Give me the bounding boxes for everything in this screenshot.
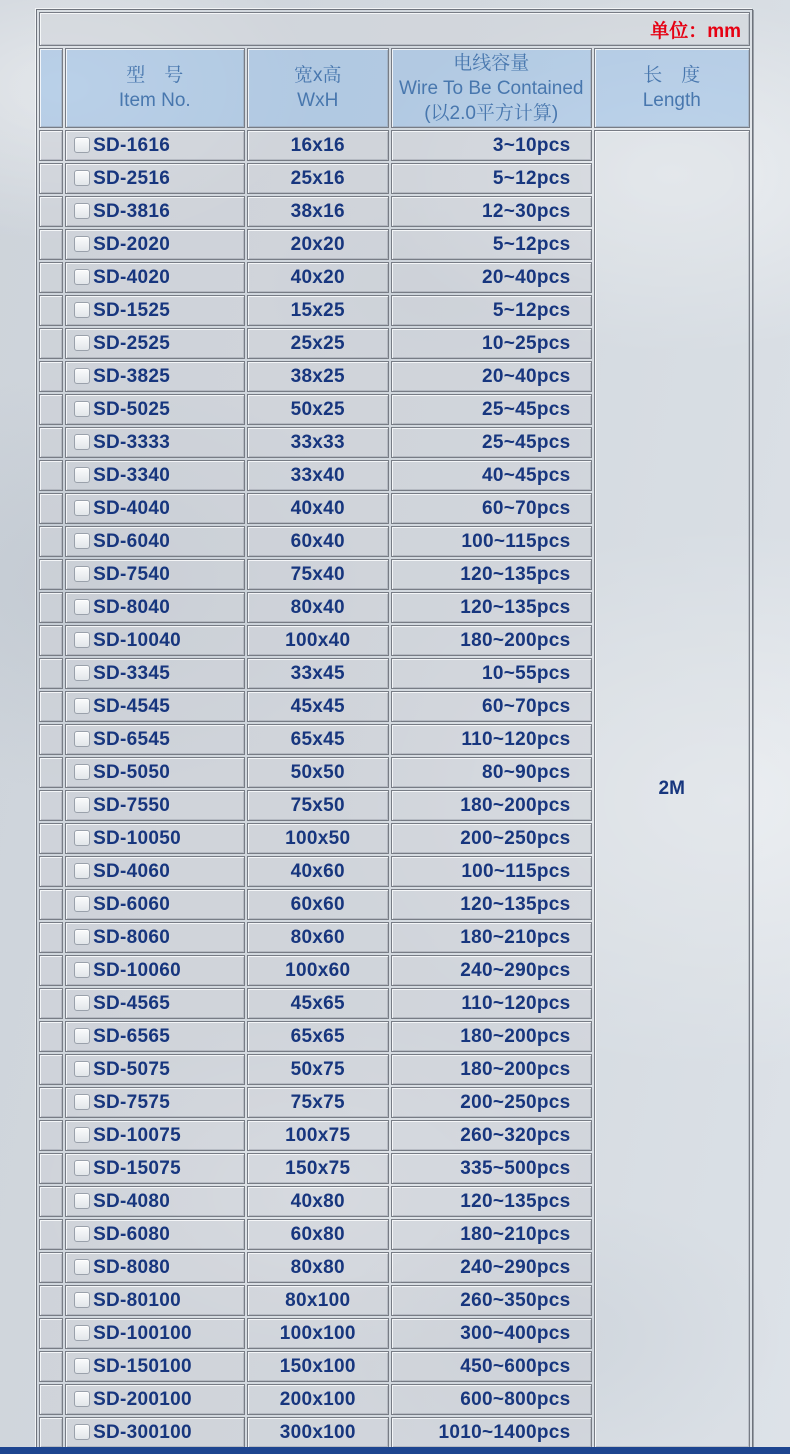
size-cell: 60x60 (247, 889, 389, 920)
capacity-cell: 300~400pcs (391, 1318, 592, 1349)
row-selector-cell (39, 724, 63, 755)
item-no: SD-4080 (93, 1190, 171, 1212)
item-cell (65, 1186, 245, 1217)
item-cell (65, 394, 245, 425)
capacity-cell: 25~45pcs (391, 427, 592, 458)
item-cell (65, 988, 245, 1019)
size-cell: 45x65 (247, 988, 389, 1019)
size-cell: 75x75 (247, 1087, 389, 1118)
row-checkbox[interactable] (74, 1028, 90, 1044)
size-cell: 16x16 (247, 130, 389, 161)
row-selector-cell (39, 1087, 63, 1118)
item-cell (65, 1054, 245, 1085)
row-selector-cell (39, 1120, 63, 1151)
capacity-cell: 25~45pcs (391, 394, 592, 425)
size-cell: 200x100 (247, 1384, 389, 1415)
size-cell: 300x100 (247, 1417, 389, 1448)
item-cell (65, 1285, 245, 1316)
row-selector-cell (39, 295, 63, 326)
size-cell: 40x60 (247, 856, 389, 887)
row-selector-cell (39, 823, 63, 854)
capacity-cell: 110~120pcs (391, 724, 592, 755)
capacity-cell: 450~600pcs (391, 1351, 592, 1382)
item-no: SD-3340 (93, 464, 171, 486)
item-cell (65, 922, 245, 953)
row-checkbox[interactable] (74, 533, 90, 549)
size-cell: 60x80 (247, 1219, 389, 1250)
size-cell: 100x100 (247, 1318, 389, 1349)
row-selector-cell (39, 757, 63, 788)
item-cell (65, 295, 245, 326)
size-cell: 65x45 (247, 724, 389, 755)
size-cell: 60x40 (247, 526, 389, 557)
size-cell: 50x75 (247, 1054, 389, 1085)
row-checkbox[interactable] (74, 1127, 90, 1143)
table-row (39, 130, 750, 161)
capacity-cell: 180~210pcs (391, 1219, 592, 1250)
row-checkbox[interactable] (74, 863, 90, 879)
size-cell: 33x45 (247, 658, 389, 689)
header-item-zh: 型 号 (126, 65, 184, 86)
row-selector-cell (39, 229, 63, 260)
capacity-cell: 180~200pcs (391, 625, 592, 656)
capacity-cell: 5~12pcs (391, 163, 592, 194)
size-cell: 25x16 (247, 163, 389, 194)
row-selector-cell (39, 889, 63, 920)
capacity-cell: 200~250pcs (391, 1087, 592, 1118)
item-no: SD-2020 (93, 233, 171, 255)
item-cell (65, 526, 245, 557)
item-no: SD-4565 (93, 992, 171, 1014)
row-selector-cell (39, 493, 63, 524)
item-cell (65, 1153, 245, 1184)
size-cell: 80x80 (247, 1252, 389, 1283)
row-selector-cell (39, 658, 63, 689)
row-checkbox[interactable] (74, 995, 90, 1011)
item-no: SD-6545 (93, 728, 171, 750)
row-selector-cell (39, 988, 63, 1019)
item-cell (65, 1219, 245, 1250)
item-no: SD-3345 (93, 662, 171, 684)
capacity-cell: 120~135pcs (391, 559, 592, 590)
size-cell: 150x75 (247, 1153, 389, 1184)
row-checkbox[interactable] (74, 797, 90, 813)
item-cell (65, 493, 245, 524)
size-cell: 100x40 (247, 625, 389, 656)
header-size-zh: 宽x高 (294, 65, 342, 86)
item-no: SD-3816 (93, 200, 171, 222)
row-checkbox[interactable] (74, 1193, 90, 1209)
item-no: SD-150100 (93, 1355, 192, 1377)
item-no: SD-6080 (93, 1223, 171, 1245)
item-cell (65, 757, 245, 788)
capacity-cell: 110~120pcs (391, 988, 592, 1019)
item-cell (65, 1318, 245, 1349)
header-size-en: WxH (297, 90, 339, 111)
header-length-en: Length (642, 90, 701, 111)
spec-table-body (39, 130, 750, 1448)
row-checkbox[interactable] (74, 1259, 90, 1275)
row-checkbox[interactable] (74, 665, 90, 681)
size-cell: 75x40 (247, 559, 389, 590)
item-no: SD-200100 (93, 1388, 192, 1410)
row-selector-cell (39, 1186, 63, 1217)
item-no: SD-7540 (93, 563, 171, 585)
item-no: SD-80100 (93, 1289, 182, 1311)
capacity-cell: 240~290pcs (391, 955, 592, 986)
row-checkbox[interactable] (74, 698, 90, 714)
capacity-cell: 5~12pcs (391, 229, 592, 260)
row-selector-cell (39, 1054, 63, 1085)
size-cell: 50x50 (247, 757, 389, 788)
row-selector-cell (39, 394, 63, 425)
row-selector-cell (39, 1285, 63, 1316)
item-no: SD-8060 (93, 926, 171, 948)
header-wire-note: (以2.0平方计算) (424, 102, 559, 124)
row-checkbox[interactable] (74, 401, 90, 417)
row-selector-cell (39, 592, 63, 623)
header-size (247, 48, 389, 128)
row-selector-cell (39, 790, 63, 821)
item-no: SD-5025 (93, 398, 171, 420)
item-no: SD-5050 (93, 761, 171, 783)
bottom-divider-bar (0, 1447, 790, 1454)
row-selector-cell (39, 361, 63, 392)
row-selector-cell (39, 1417, 63, 1448)
item-cell (65, 724, 245, 755)
size-cell: 40x80 (247, 1186, 389, 1217)
row-checkbox[interactable] (74, 1358, 90, 1374)
length-cell (594, 130, 750, 1448)
item-cell (65, 361, 245, 392)
capacity-cell: 10~55pcs (391, 658, 592, 689)
item-no: SD-4020 (93, 266, 171, 288)
capacity-cell: 100~115pcs (391, 856, 592, 887)
item-cell (65, 1252, 245, 1283)
size-cell: 100x60 (247, 955, 389, 986)
header-length-zh: 长 度 (643, 65, 701, 86)
item-cell (65, 823, 245, 854)
capacity-cell: 180~200pcs (391, 790, 592, 821)
item-cell (65, 427, 245, 458)
row-selector-cell (39, 526, 63, 557)
capacity-cell: 120~135pcs (391, 889, 592, 920)
item-cell (65, 889, 245, 920)
row-selector-cell (39, 130, 63, 161)
item-cell (65, 658, 245, 689)
item-cell (65, 460, 245, 491)
size-cell: 65x65 (247, 1021, 389, 1052)
row-selector-cell (39, 922, 63, 953)
row-checkbox[interactable] (74, 467, 90, 483)
item-cell (65, 592, 245, 623)
item-no: SD-6060 (93, 893, 171, 915)
header-item-en: Item No. (118, 90, 191, 111)
item-cell (65, 559, 245, 590)
row-checkbox[interactable] (74, 1094, 90, 1110)
row-checkbox[interactable] (74, 434, 90, 450)
row-selector-cell (39, 1219, 63, 1250)
item-cell (65, 955, 245, 986)
header-length (594, 48, 750, 128)
item-no: SD-3333 (93, 431, 171, 453)
row-selector-cell (39, 1021, 63, 1052)
capacity-cell: 180~210pcs (391, 922, 592, 953)
item-no: SD-2525 (93, 332, 171, 354)
item-no: SD-8080 (93, 1256, 171, 1278)
capacity-cell: 20~40pcs (391, 262, 592, 293)
item-no: SD-10040 (93, 629, 182, 651)
spec-table (36, 9, 753, 1451)
capacity-cell: 180~200pcs (391, 1054, 592, 1085)
row-selector-cell (39, 262, 63, 293)
capacity-cell: 180~200pcs (391, 1021, 592, 1052)
item-no: SD-5075 (93, 1058, 171, 1080)
row-selector-cell (39, 196, 63, 227)
row-checkbox[interactable] (74, 599, 90, 615)
capacity-cell: 60~70pcs (391, 691, 592, 722)
item-cell (65, 163, 245, 194)
row-selector-cell (39, 1318, 63, 1349)
header-item-no (65, 48, 245, 128)
unit-label: 单位：mm (650, 20, 741, 42)
row-checkbox[interactable] (74, 1292, 90, 1308)
item-no: SD-15075 (93, 1157, 182, 1179)
capacity-cell: 200~250pcs (391, 823, 592, 854)
item-cell (65, 1087, 245, 1118)
item-no: SD-10050 (93, 827, 182, 849)
item-no: SD-1616 (93, 134, 171, 156)
row-checkbox[interactable] (74, 302, 90, 318)
capacity-cell: 12~30pcs (391, 196, 592, 227)
size-cell: 50x25 (247, 394, 389, 425)
size-cell: 38x25 (247, 361, 389, 392)
item-cell (65, 262, 245, 293)
row-checkbox[interactable] (74, 269, 90, 285)
unit-note (39, 12, 750, 46)
size-cell: 150x100 (247, 1351, 389, 1382)
row-selector-cell (39, 955, 63, 986)
capacity-cell: 260~320pcs (391, 1120, 592, 1151)
row-checkbox[interactable] (74, 731, 90, 747)
size-cell: 100x50 (247, 823, 389, 854)
capacity-cell: 120~135pcs (391, 1186, 592, 1217)
item-no: SD-3825 (93, 365, 171, 387)
size-cell: 40x20 (247, 262, 389, 293)
item-no: SD-6040 (93, 530, 171, 552)
capacity-cell: 1010~1400pcs (391, 1417, 592, 1448)
row-checkbox[interactable] (74, 137, 90, 153)
size-cell: 40x40 (247, 493, 389, 524)
capacity-cell: 5~12pcs (391, 295, 592, 326)
row-checkbox[interactable] (74, 335, 90, 351)
row-selector-cell (39, 1153, 63, 1184)
row-selector-cell (39, 691, 63, 722)
item-cell (65, 1120, 245, 1151)
row-checkbox[interactable] (74, 929, 90, 945)
row-selector-cell (39, 427, 63, 458)
capacity-cell: 60~70pcs (391, 493, 592, 524)
row-checkbox[interactable] (74, 170, 90, 186)
row-checkbox[interactable] (74, 566, 90, 582)
capacity-cell: 240~290pcs (391, 1252, 592, 1283)
item-cell (65, 1351, 245, 1382)
row-checkbox[interactable] (74, 368, 90, 384)
size-cell: 33x33 (247, 427, 389, 458)
capacity-cell: 40~45pcs (391, 460, 592, 491)
capacity-cell: 335~500pcs (391, 1153, 592, 1184)
row-selector-cell (39, 328, 63, 359)
item-no: SD-6565 (93, 1025, 171, 1047)
item-no: SD-10060 (93, 959, 182, 981)
item-cell (65, 625, 245, 656)
item-no: SD-7575 (93, 1091, 171, 1113)
row-checkbox[interactable] (74, 1061, 90, 1077)
item-no: SD-300100 (93, 1421, 192, 1443)
item-cell (65, 856, 245, 887)
size-cell: 100x75 (247, 1120, 389, 1151)
item-no: SD-1525 (93, 299, 171, 321)
row-selector-cell (39, 1384, 63, 1415)
row-selector-cell (39, 1351, 63, 1382)
row-selector-cell (39, 559, 63, 590)
item-cell (65, 790, 245, 821)
capacity-cell: 10~25pcs (391, 328, 592, 359)
capacity-cell: 3~10pcs (391, 130, 592, 161)
size-cell: 25x25 (247, 328, 389, 359)
row-checkbox[interactable] (74, 1325, 90, 1341)
item-no: SD-4040 (93, 497, 171, 519)
item-cell (65, 229, 245, 260)
row-checkbox[interactable] (74, 203, 90, 219)
row-selector-cell (39, 625, 63, 656)
header-selector-cell (39, 48, 63, 128)
row-checkbox[interactable] (74, 1391, 90, 1407)
size-cell: 15x25 (247, 295, 389, 326)
size-cell: 75x50 (247, 790, 389, 821)
capacity-cell: 100~115pcs (391, 526, 592, 557)
size-cell: 45x45 (247, 691, 389, 722)
row-selector-cell (39, 1252, 63, 1283)
capacity-cell: 120~135pcs (391, 592, 592, 623)
row-checkbox[interactable] (74, 1160, 90, 1176)
length-value: 2M (658, 778, 685, 799)
item-cell (65, 691, 245, 722)
item-cell (65, 1021, 245, 1052)
size-cell: 80x60 (247, 922, 389, 953)
row-checkbox[interactable] (74, 962, 90, 978)
header-wire-en: Wire To Be Contained (398, 77, 584, 99)
item-cell (65, 130, 245, 161)
capacity-cell: 260~350pcs (391, 1285, 592, 1316)
size-cell: 80x40 (247, 592, 389, 623)
item-cell (65, 1417, 245, 1448)
row-selector-cell (39, 460, 63, 491)
size-cell: 33x40 (247, 460, 389, 491)
row-checkbox[interactable] (74, 1424, 90, 1440)
row-checkbox[interactable] (74, 500, 90, 516)
item-no: SD-4060 (93, 860, 171, 882)
row-checkbox[interactable] (74, 896, 90, 912)
capacity-cell: 80~90pcs (391, 757, 592, 788)
item-no: SD-4545 (93, 695, 171, 717)
unit-row (39, 12, 750, 46)
header-wire-zh: 电线容量 (453, 52, 530, 74)
row-checkbox[interactable] (74, 1226, 90, 1242)
item-no: SD-2516 (93, 167, 171, 189)
row-checkbox[interactable] (74, 236, 90, 252)
capacity-cell: 20~40pcs (391, 361, 592, 392)
row-checkbox[interactable] (74, 764, 90, 780)
item-cell (65, 1384, 245, 1415)
row-selector-cell (39, 163, 63, 194)
size-cell: 80x100 (247, 1285, 389, 1316)
header-wire-capacity (391, 48, 592, 128)
size-cell: 38x16 (247, 196, 389, 227)
row-selector-cell (39, 856, 63, 887)
item-cell (65, 196, 245, 227)
header-row (39, 48, 750, 128)
item-no: SD-8040 (93, 596, 171, 618)
capacity-cell: 600~800pcs (391, 1384, 592, 1415)
item-cell (65, 328, 245, 359)
item-no: SD-7550 (93, 794, 171, 816)
item-no: SD-10075 (93, 1124, 182, 1146)
size-cell: 20x20 (247, 229, 389, 260)
row-checkbox[interactable] (74, 830, 90, 846)
item-no: SD-100100 (93, 1322, 192, 1344)
row-checkbox[interactable] (74, 632, 90, 648)
